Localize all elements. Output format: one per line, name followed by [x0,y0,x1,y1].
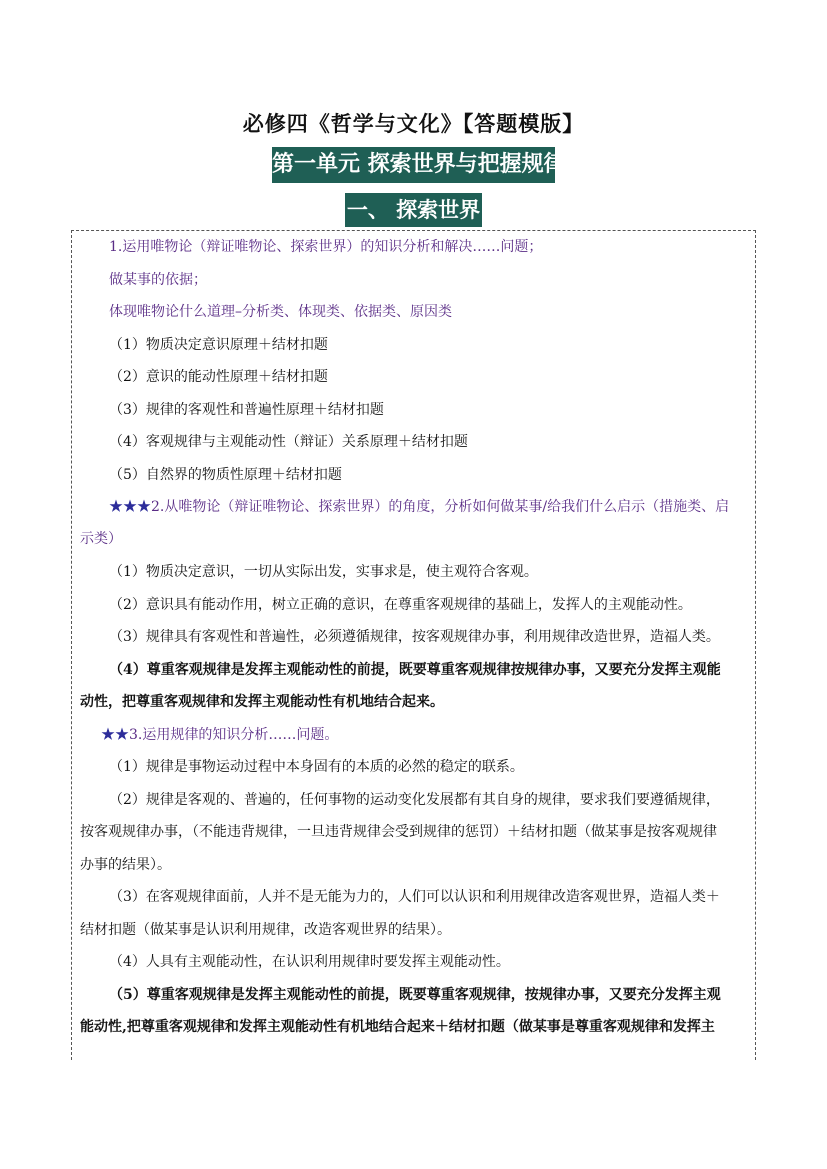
q2-item: （4）尊重客观规律是发挥主观能动性的前提，既要尊重客观规律按规律办事，又要充分发挥主观能 [109,662,721,678]
q2-title-text: 2.从唯物论（辩证唯物论、探索世界）的角度，分析如何做某事/给我们什么启示（措施类、启 [151,499,730,515]
q3-line: （1）规律是事物运动过程中本身固有的本质的必然的稳定的联系。 [109,759,524,775]
q3-line: 能动性,把尊重客观规律和发挥主观能动性有机地结合起来＋结材扣题（做某事是尊重客观规律和发挥主 [80,1019,715,1035]
q3-title-line [101,726,338,744]
q3-line: （2）规律是客观的、普遍的，任何事物的运动变化发展都有其自身的规律，要求我们要遵循规律， [109,792,720,808]
importance-stars: ★★★ [109,499,151,515]
section-banner: 一、 探索世界 [345,193,482,227]
q1-item: （2）意识的能动性原理＋结材扣题 [109,369,328,385]
q3-line: （4）人具有主观能动性，在认识利用规律时要发挥主观能动性。 [109,954,510,970]
q1-basis: 做某事的依据； [109,272,207,288]
importance-stars: ★★ [101,727,129,743]
q2-item: （1）物质决定意识，一切从实际出发，实事求是，使主观符合客观。 [109,564,538,580]
q1-item: （5）自然界的物质性原理＋结材扣题 [109,467,342,483]
q2-item: （2）意识具有能动作用，树立正确的意识，在尊重客观规律的基础上，发挥人的主观能动性。 [109,597,692,613]
q3-title-text: 3.运用规律的知识分析……问题。 [129,727,339,743]
q2-item: （3）规律具有客观性和普遍性，必须遵循规律，按客观规律办事，利用规律改造世界，造福人类。 [109,629,720,645]
q1-item: （3）规律的客观性和普遍性原理＋结材扣题 [109,402,384,418]
unit-banner: 第一单元 探索世界与把握规律 [272,147,555,183]
q2-title-line [109,498,729,516]
document-title: 必修四《哲学与文化》【答题模版】 [242,111,585,136]
q3-line: 办事的结果）。 [80,857,171,873]
q1-title: 1.运用唯物论（辩证唯物论、探索世界）的知识分析和解决……问题； [109,239,543,255]
q3-line: （5）尊重客观规律是发挥主观能动性的前提，既要尊重客观规律，按规律办事，又要充分发挥主观 [109,987,721,1003]
q3-line: 按客观规律办事，（不能违背规律，一旦违背规律会受到规律的惩罚）＋结材扣题（做某事是按客观规律 [80,824,717,840]
q1-types: 体现唯物论什么道理–分析类、体现类、依据类、原因类 [109,304,452,320]
q1-item: （1）物质决定意识原理＋结材扣题 [109,337,328,353]
q2-item: 动性，把尊重客观规律和发挥主观能动性有机地结合起来。 [80,694,444,710]
q3-line: （3）在客观规律面前，人并不是无能为力的，人们可以认识和利用规律改造客观世界，造福人类＋ [109,889,720,905]
q1-item: （4）客观规律与主观能动性（辩证）关系原理＋结材扣题 [109,434,468,450]
q2-title-line: 示类） [80,531,122,547]
q3-line: 结材扣题（做某事是认识利用规律，改造客观世界的结果）。 [80,922,451,938]
